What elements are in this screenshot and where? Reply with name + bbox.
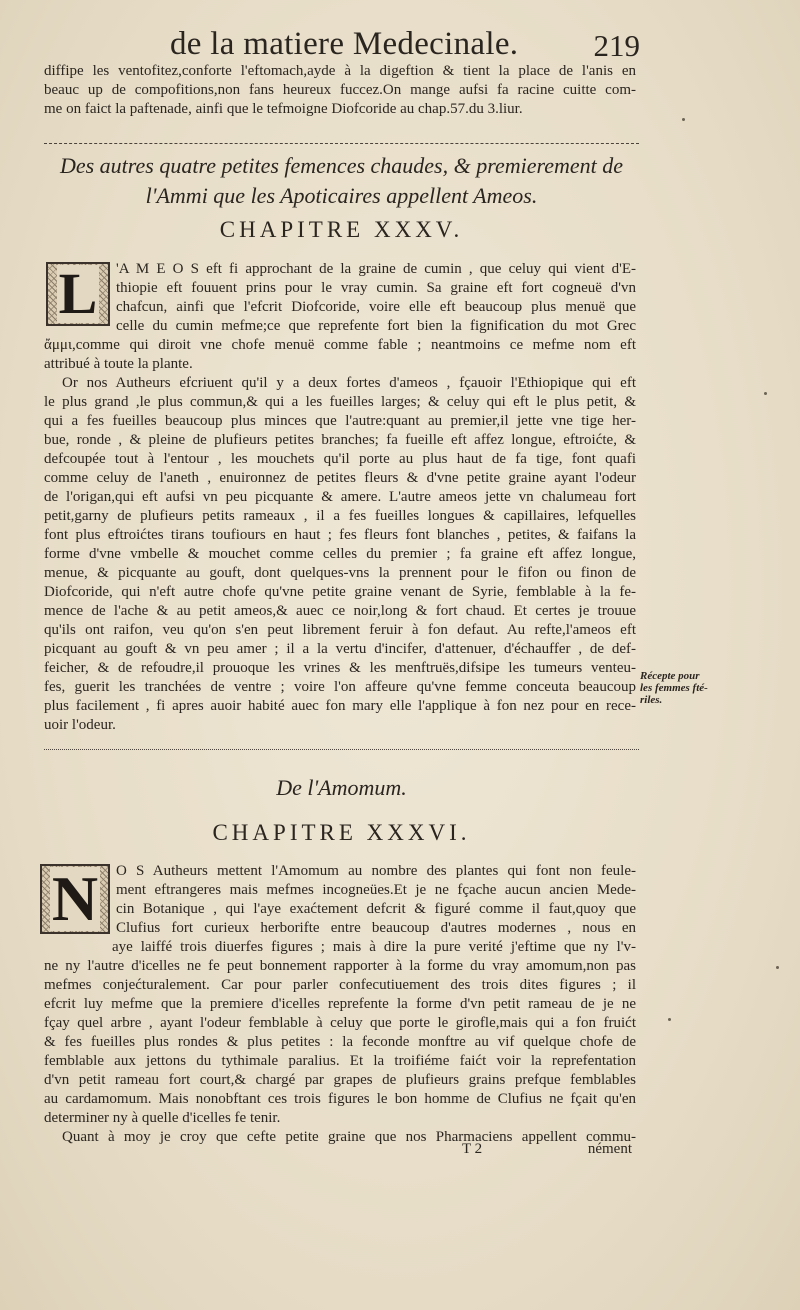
text-line: Diofcoride, qui n'eft autre chofe qu'vne petite graine venant de Syrie, femblable à la fe- bbox=[44, 584, 636, 600]
divider-rule bbox=[44, 749, 639, 750]
catchword: nément bbox=[587, 1141, 632, 1157]
margin-note bbox=[640, 670, 720, 706]
ink-speck bbox=[764, 392, 767, 395]
heading-line: Des autres quatre petites femences chaudes, & premierement de bbox=[59, 153, 624, 178]
text-line: celle du cumin mefme;ce que reprefente fort bien la fignification du mot Grec bbox=[116, 318, 636, 334]
page-footer bbox=[44, 1141, 636, 1161]
text-line: de l'origan,qui eft aufsi vn peu picquante & amere. L'autre ameos jette vn chalumeau fort bbox=[44, 489, 636, 505]
running-title: de la matiere Medecinale. bbox=[170, 26, 519, 62]
text-line: ne ny l'autre d'icelles ne fe peut bonnement rapporter à la forme du vray amomum,non pas bbox=[44, 958, 636, 974]
ornamental-initial bbox=[40, 864, 110, 934]
text-line: ment eftrangeres mais mefmes incogneües.Et je ne fçache aucun ancien Mede- bbox=[116, 882, 636, 898]
text-line: uoir l'odeur. bbox=[44, 717, 116, 733]
margin-note-line: Récepte pour bbox=[640, 670, 700, 682]
text-line: Clufius fort curieux herborifte entre beaucoup d'autres modernes , nous en bbox=[116, 920, 636, 936]
text-line: chafcun, ainfi que l'efcrit Diofcoride, voire elle eft beaucoup plus menuë que bbox=[116, 299, 636, 315]
top-paragraph bbox=[44, 62, 636, 119]
text-line: petit,garny de plufieurs petits rameaux , il a fes fueilles longues & capillaires, lefquelles bbox=[44, 508, 636, 524]
ink-speck bbox=[682, 118, 685, 121]
initial-letter: L bbox=[58, 261, 98, 326]
paragraph-amomum bbox=[44, 938, 636, 1147]
text-line: mence de l'ache & au petit ameos,& auec ce noir,long & fort chaud. Et certes je trouue bbox=[44, 603, 636, 619]
text-line: qu'ils ont raifon, veu qu'on s'en peut librement feruir à fon defaut. Au refte,l'ameos eft bbox=[44, 622, 636, 638]
text-line: le plus grand ,le plus commun,& qui a les fueilles larges; & celuy qui eft le plus petit, & bbox=[44, 394, 636, 410]
text-line: d'vn petit rameau fort court,& chargé par grapes de plufieurs grains prefque femblables bbox=[44, 1072, 636, 1088]
section-heading-ameos bbox=[44, 151, 639, 211]
text-line: aye laiffé trois diuerfes figures ; mais à dire la pure verité j'eftime que ny l'v- bbox=[112, 939, 636, 955]
page-number: 219 bbox=[593, 28, 640, 63]
text-line: Quant à moy je croy que cefte petite graine que nos Pharmaciens appellent commu- bbox=[62, 1129, 636, 1145]
initial-letter: N bbox=[51, 863, 99, 934]
text-line: thiopie eft fouuent prins pour le vray cumin. Sa graine eft fort cogneuë d'vn bbox=[116, 280, 636, 296]
text-line: attribué à toute la plante. bbox=[44, 356, 193, 372]
text-line: efcrit luy mefme que la premiere d'icelles reprefente la forme d'vn petit rameau de je ne bbox=[44, 996, 636, 1012]
text-line: forme d'vne vmbelle & mouchet comme celles du premier ; fa graine eft affez longue, bbox=[44, 546, 636, 562]
chapter-title: CHAPITRE XXXV. bbox=[219, 217, 464, 242]
heading-line: l'Ammi que les Apoticaires appellent Ameos. bbox=[145, 183, 538, 208]
text-line: Or nos Autheurs efcriuent qu'il y a deux fortes d'ameos , fçauoir l'Ethiopique qui eft bbox=[62, 375, 636, 391]
text-line: determiner ny à quelle d'icelles fe tenir. bbox=[44, 1110, 281, 1126]
text-line: plus facilement , fi apres auoir habité auec fon mary elle l'applique à fon nez pour en rece- bbox=[44, 698, 636, 714]
text-line: au cardamomum. Mais nonobftant ces trois figures le bon homme de Clufius ne fçait qu'en bbox=[44, 1091, 636, 1107]
paragraph-intro bbox=[116, 862, 636, 938]
text-line: ἄμμι,comme qui diroit vne chofe menuë comme fable ; neantmoins ce mefme nom eft bbox=[44, 337, 636, 353]
ornamental-initial bbox=[46, 262, 110, 326]
text-line: fes, guerit les tranchées de ventre ; voire l'on affeure qu'vne femme conceuta beaucoup bbox=[44, 679, 636, 695]
ink-speck bbox=[668, 1018, 671, 1021]
section-heading-amomum: De l'Amomum. bbox=[276, 775, 407, 800]
text-line: diffipe les ventofitez,conforte l'eftomach,ayde à la digeftion & tient la place de l'anis en bbox=[44, 63, 636, 79]
text-line: 'A M E O S eft fi approchant de la graine de cumin , que celuy qui vient d'E- bbox=[116, 261, 636, 277]
text-line: fçay quel arbre , ayant l'odeur femblable à celuy que porte le girofle,mais qui a fon fruićt bbox=[44, 1015, 636, 1031]
text-line: me on faict la paftenade, ainfi que le tefmoigne Diofcoride au chap.57.du 3.liur. bbox=[44, 101, 523, 117]
text-line: qui a fes fueilles beaucoup plus minces que l'autre:quant au premier,il jette vne tige her- bbox=[44, 413, 636, 429]
paragraph-intro bbox=[116, 260, 636, 336]
ink-speck bbox=[776, 966, 779, 969]
text-line: font plus eftroićtes tirans toufiours en haut ; fes fleurs font blanches , petites, & faifans la bbox=[44, 527, 636, 543]
text-line: O S Autheurs mettent l'Amomum au nombre des plantes qui font non feule- bbox=[116, 863, 636, 879]
text-line: mefmes conjećturalement. Car pour parler confecutiuement des trois dites figures ; il bbox=[44, 977, 636, 993]
text-line: & fes fueilles plus rondes & plus petites : la feconde monftre au vif quelque chofe de bbox=[44, 1034, 636, 1050]
text-line: beauc up de compofitions,non fans heureux fuccez.On mange aufsi fa racine cuitte com- bbox=[44, 82, 636, 98]
text-line: cin Botanique , qui l'aye exaćtement defcrit & figuré comme il faut,quoy que bbox=[116, 901, 636, 917]
paragraph-ameos bbox=[44, 336, 636, 735]
text-line: picquant au gouft & vn peu amer ; il a la vertu d'incifer, d'attenuer, d'échauffer , de def- bbox=[44, 641, 636, 657]
margin-note-line: les femmes fté- bbox=[640, 682, 708, 694]
text-line: defcoupée tout à l'entour , les mouchets qu'il porte au plus haut de fa tige, font quafi bbox=[44, 451, 636, 467]
text-line: menue, & picquante au gouft, dont quelques-vns la prennent pour le fifon ou finon de bbox=[44, 565, 636, 581]
text-line: comme celuy de l'aneth , enuironnez de petites fleurs & d'vne petite graine ayant l'odeur bbox=[44, 470, 636, 486]
signature-mark: T 2 bbox=[462, 1141, 483, 1157]
divider-rule bbox=[44, 143, 639, 144]
text-line: feicher, & de refoudre,il prouoque les vrines & les menftruës,difsipe les tumeurs venteu- bbox=[44, 660, 636, 676]
text-line: femblable aux jettons du tythimale paralius. Et la troifiéme faićt voir la reprefentation bbox=[44, 1053, 636, 1069]
chapter-title: CHAPITRE XXXVI. bbox=[212, 820, 471, 845]
text-line: bue, ronde , & pleine de plufieurs petites branches; fa fueille eft affez longue, eftroićte, & bbox=[44, 432, 636, 448]
running-head bbox=[30, 26, 640, 66]
margin-note-line: riles. bbox=[640, 694, 663, 706]
